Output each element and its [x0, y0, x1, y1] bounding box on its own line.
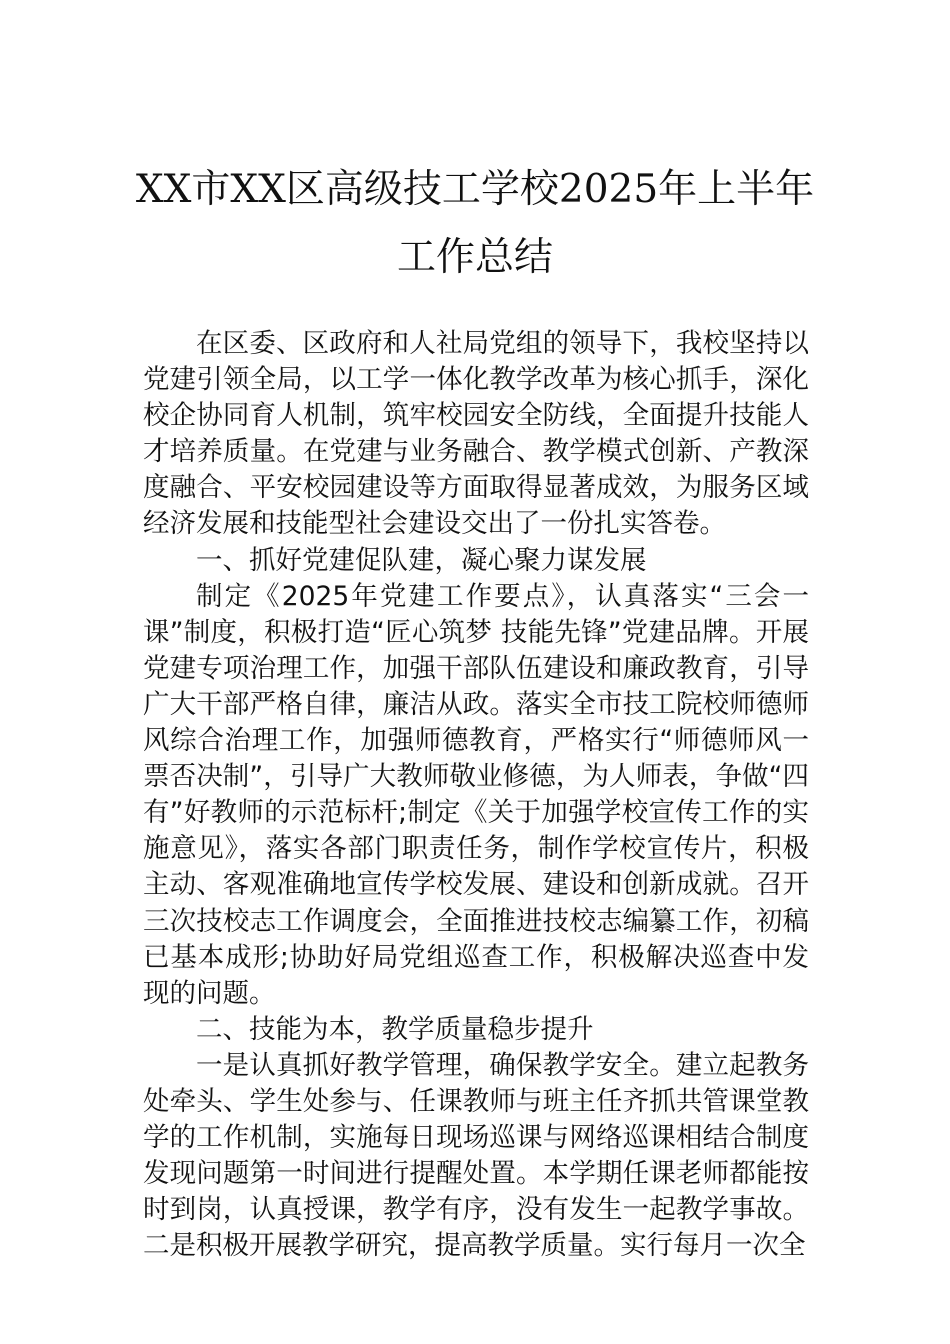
intro-paragraph: 在区委、区政府和人社局党组的领导下，我校坚持以党建引领全局，以工学一体化教学改革为核心抓手，深化校企协同育人机制，筑牢校园安全防线，全面提升技能人才培养质量。在党建与业务融合、教学模式创新、产教深度融合、平安校园建设等方面取得显著成效，为服务区域经济发展和技能型社会建设交出了一份扎实答卷。: [143, 328, 809, 540]
section-heading-2: 二、技能为本，教学质量稳步提升: [196, 1013, 594, 1045]
section-2-paragraph: 一是认真抓好教学管理，确保教学安全。建立起教务处牵头、学生处参与、任课教师与班主任齐抓共管课堂教学的工作机制，实施每日现场巡课与网络巡课相结合制度发现问题第一时间进行提醒处置。本学期任课老师都能按时到岗，认真授课，教学有序，没有发生一起教学事故。二是积极开展教学研究，提高教学质量。实行每月一次全: [143, 1049, 809, 1262]
section-1-paragraph: 制定《2025年党建工作要点》，认真落实“三会一课”制度，积极打造“匠心筑梦 技能先锋”党建品牌。开展党建专项治理工作，加强干部队伍建设和廉政教育，引导广大干部严格自律，廉洁从政。落实全市技工院校师德师风综合治理工作，加强师德教育，严格实行“师德师风一票否决制”，引导广大教师敬业修德，为人师表，争做“四有”好教师的示范标杆;制定《关于加强学校宣传工作的实施意见》，落实各部门职责任务，制作学校宣传片，积极主动、客观准确地宣传学校发展、建设和创新成就。召开三次技校志工作调度会，全面推进技校志编纂工作，初稿已基本成形;协助好局党组巡查工作，积极解决巡查中发现的问题。: [143, 580, 809, 1009]
document-body: [143, 326, 809, 1264]
document-title-line-2: 工作总结: [396, 235, 553, 280]
document-title-line-1: XX市XX区高级技工学校2025年上半年: [135, 167, 815, 212]
section-heading-1: 一、抓好党建促队建，凝心聚力谋发展: [196, 544, 647, 576]
